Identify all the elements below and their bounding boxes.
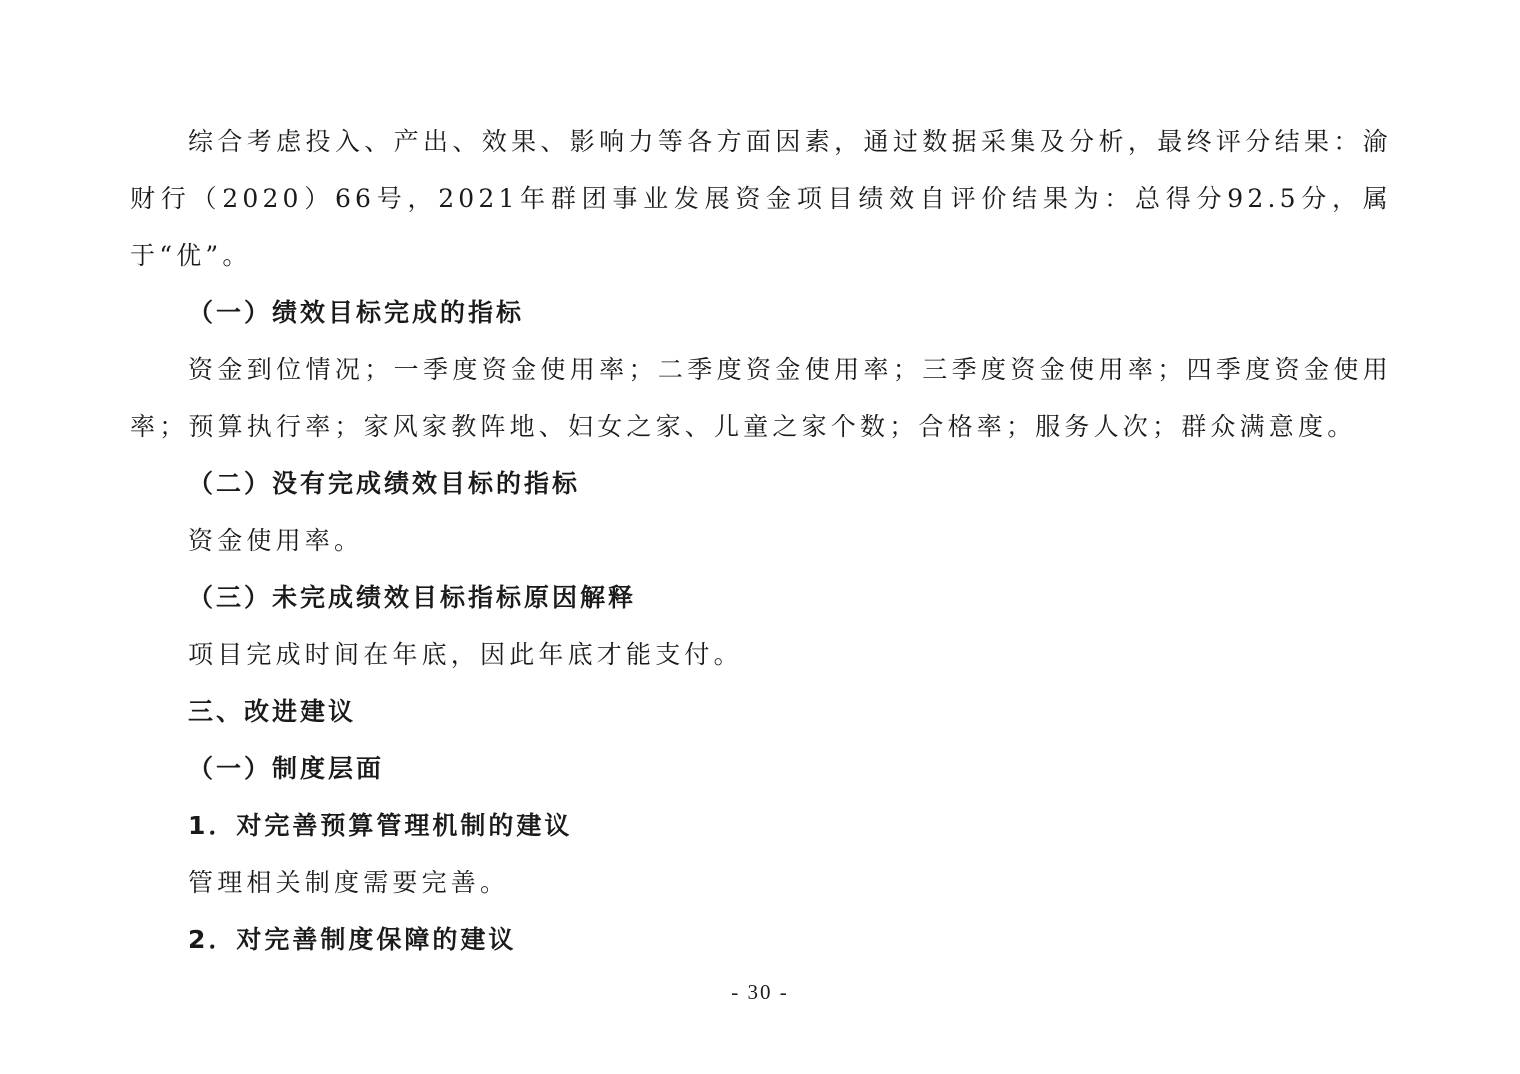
section3-heading: （三）未完成绩效目标指标原因解释 <box>188 583 637 612</box>
item1-heading: 1．对完善预算管理机制的建议 <box>188 811 573 840</box>
section2-body: 资金使用率。 <box>188 526 364 555</box>
section1-heading: （一）绩效目标完成的指标 <box>188 298 525 327</box>
intro-paragraph: 综合考虑投入、产出、效果、影响力等各方面因素，通过数据采集及分析，最终评分结果：渝财行（2020）66号，2021年群团事业发展资金项目绩效自评价结果为：总得分92.5分，属于“优”。 <box>130 127 1392 270</box>
page-number: - 30 - <box>731 980 789 1004</box>
sub1-heading: （一）制度层面 <box>188 754 385 783</box>
item2-heading: 2．对完善制度保障的建议 <box>188 925 517 954</box>
item1-body: 管理相关制度需要完善。 <box>188 868 510 897</box>
part3-heading: 三、改进建议 <box>188 697 357 726</box>
section1-body: 资金到位情况；一季度资金使用率；二季度资金使用率；三季度资金使用率；四季度资金使用率；预算执行率；家风家教阵地、妇女之家、儿童之家个数；合格率；服务人次；群众满意度。 <box>130 355 1392 441</box>
section2-heading: （二）没有完成绩效目标的指标 <box>188 469 581 498</box>
document-body <box>130 113 1392 968</box>
section3-body: 项目完成时间在年底，因此年底才能支付。 <box>188 640 743 669</box>
